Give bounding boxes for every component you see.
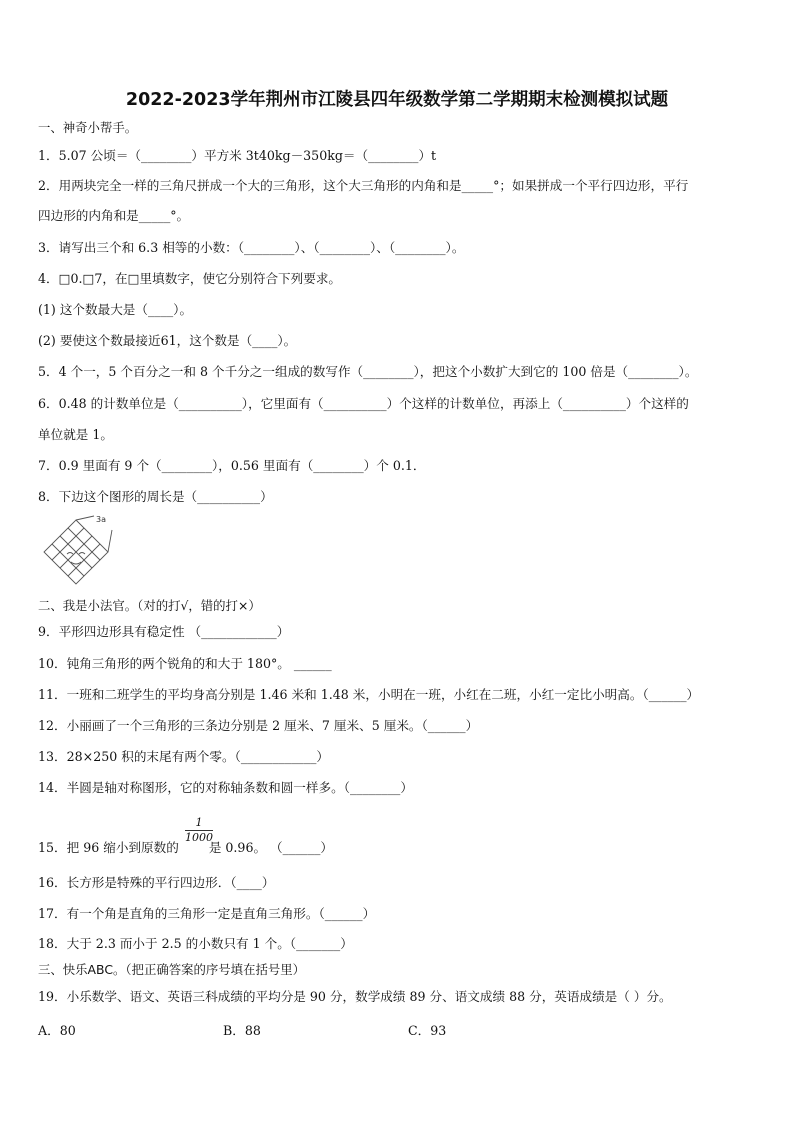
question-15 <box>38 840 333 856</box>
question-18: 18．大于 2.3 而小于 2.5 的小数只有 1 个。（_______） <box>38 936 353 951</box>
section-2-heading: 二、我是小法官。（对的打√，错的打×） <box>38 598 261 613</box>
fraction-numerator: 1 <box>185 816 213 831</box>
question-8-figure <box>38 512 118 596</box>
question-5: 5．4 个一，5 个百分之一和 8 个千分之一组成的数写作（________），把这个小数扩大到它的 100 倍是（________）。 <box>38 364 698 379</box>
option-c: C．93 <box>408 1023 447 1038</box>
figure-side-label: 3a <box>96 515 106 524</box>
question-15-suffix: 是 0.96。 （______） <box>208 840 334 855</box>
question-2-line-1: 2．用两块完全一样的三角尺拼成一个大的三角形，这个大三角形的内角和是_____°；如果拼成一个平行四边形，平行 <box>38 178 689 193</box>
page-title: 2022-2023学年荆州市江陵县四年级数学第二学期期末检测模拟试题 <box>125 90 669 110</box>
question-4-part-2: (2) 要使这个数最接近61，这个数是（____）。 <box>38 333 297 348</box>
question-7: 7．0.9 里面有 9 个（________），0.56 里面有（________）个 0.1． <box>38 458 426 473</box>
question-17: 17．有一个角是直角的三角形一定是直角三角形。（______） <box>38 906 376 921</box>
question-11: 11．一班和二班学生的平均身高分别是 1.46 米和 1.48 米，小明在一班，小红在二班，小红一定比小明高。（______） <box>38 687 700 702</box>
option-a: A．80 <box>38 1023 76 1038</box>
question-2-line-2: 四边形的内角和是_____°。 <box>38 208 190 223</box>
question-4: 4．□0.□7，在□里填数字，使它分别符合下列要求。 <box>38 271 342 286</box>
question-15-prefix: 15．把 96 缩小到原数的 <box>38 840 179 855</box>
question-12: 12．小丽画了一个三角形的三条边分别是 2 厘米、7 厘米、5 厘米。（______） <box>38 718 479 733</box>
fraction-denominator: 1000 <box>185 831 213 844</box>
question-16: 16．长方形是特殊的平行四边形．（____） <box>38 875 275 890</box>
section-1-heading: 一、神奇小帮手。 <box>38 120 138 135</box>
question-3: 3．请写出三个和 6.3 相等的小数：（________）、（________）、（________）。 <box>38 240 465 255</box>
question-1: 1．5.07 公顷＝（________）平方米 3t40kg－350kg＝（________）t <box>38 148 437 163</box>
question-6-line-1: 6．0.48 的计数单位是（__________），它里面有（__________）个这样的计数单位，再添上（__________）个这样的 <box>38 396 689 411</box>
question-6-line-2: 单位就是 1。 <box>38 427 113 442</box>
question-14: 14．半圆是轴对称图形，它的对称轴条数和圆一样多。（________） <box>38 780 413 795</box>
question-4-part-1: (1) 这个数最大是（____）。 <box>38 302 193 317</box>
question-9: 9．平形四边形具有稳定性 （____________） <box>38 624 290 639</box>
question-13: 13．28×250 积的末尾有两个零。（____________） <box>38 749 330 764</box>
section-3-heading: 三、快乐ABC。（把正确答案的序号填在括号里） <box>38 962 306 977</box>
option-b: B．88 <box>223 1023 261 1038</box>
question-10: 10．钝角三角形的两个锐角的和大于 180°。 ______ <box>38 656 332 671</box>
question-8: 8．下边这个图形的周长是（__________） <box>38 489 273 504</box>
question-19: 19．小乐数学、语文、英语三科成绩的平均分是 90 分，数学成绩 89 分、语文成绩 88 分，英语成绩是（ ）分。 <box>38 989 672 1004</box>
